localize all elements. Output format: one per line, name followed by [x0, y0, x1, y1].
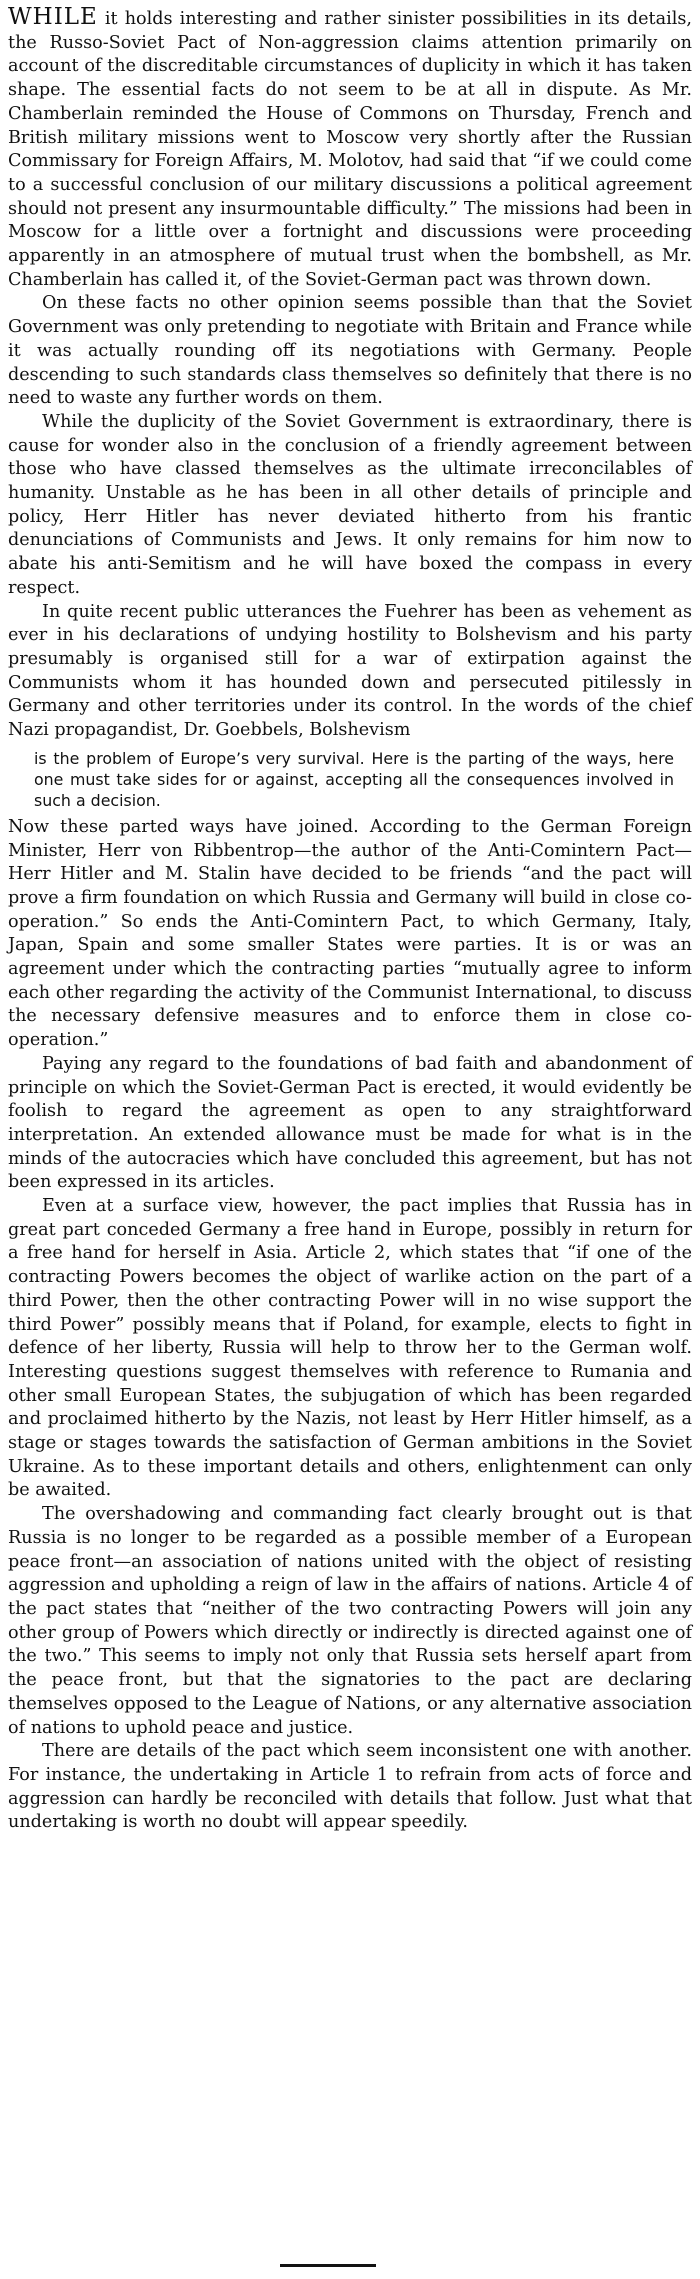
- paragraph-3: While the duplicity of the Soviet Government is extraordinary, there is cause for wonder also in the conclusion of a friendly agreement between those who have classed themselves as the ultimate irreconcilables of humanity. Unstable as he has been in all other details of principle and policy, Herr Hitler has never deviated hitherto from his frantic denunciations of Communists and Jews. It only remains for him now to abate his anti-Semitism and he will have boxed the compass in every respect.: [8, 411, 692, 598]
- paragraph-1-text: it holds interesting and rather sinister possibilities in its details, the Russo-Soviet Pact of Non-aggression claims attention primarily on account of the discreditable circumstances of duplicity in which it has taken shape. The essential facts do not seem to be at all in dispute. As Mr. Chamberlain reminded the House of Commons on Thursday, French and British military missions went to Moscow very shortly after the Russian Commissary for Foreign Affairs, M. Molotov, had said that “if we could come to a successful conclusion of our military discussions a political agreement should not present any insurmountable difficulty.” The missions had been in Moscow for a little over a fortnight and discussions were proceeding apparently in an atmosphere of mutual trust when the bombshell, as Mr. Chamberlain has called it, of the Soviet-German pact was thrown down.: [8, 9, 692, 290]
- paragraph-8: The overshadowing and commanding fact clearly brought out is that Russia is no longer to be regarded as a possible member of a European peace front—an association of nations united with the object of resisting aggression and upholding a reign of law in the affairs of nations. Article 4 of the pact states that “neither of the two contracting Powers will join any other group of Powers which directly or indirectly is directed against one of the two.” This seems to imply not only that Russia sets herself apart from the peace front, but that the signatories to the pact are declaring themselves opposed to the League of Nations, or any alternative association of nations to uphold peace and justice.: [8, 1504, 692, 1738]
- paragraph-5: Now these parted ways have joined. According to the German Foreign Minister, Herr von Ribbentrop—the author of the Anti-Comintern Pact—Herr Hitler and M. Stalin have decided to be friends “and the pact will prove a firm foundation on which Russia and Germany will build in close co-operation.” So ends the Anti-Comintern Pact, to which Germany, Italy, Japan, Spain and some smaller States were parties. It is or was an agreement under which the contracting parties “mutually agree to inform each other regarding the activity of the Communist International, to discuss the necessary defensive measures and to enforce them in close co-operation.”: [8, 816, 692, 1051]
- paragraph-7: Even at a surface view, however, the pact implies that Russia has in great part conceded Germany a free hand in Europe, possibly in return for a free hand for herself in Asia. Article 2, which states that “if one of the contracting Powers becomes the object of warlike action on the part of a third Power, then the other contracting Power will in no wise support the third Power” possibly means that if Poland, for example, elects to fight in defence of her liberty, Russia will help to throw her to the German wolf. Interesting questions suggest themselves with reference to Rumania and other small European States, the subjugation of which has been regarded and proclaimed hitherto by the Nazis, not least by Herr Hitler himself, as a stage or stages towards the satisfaction of German ambitions in the Soviet Ukraine. As to these important details and others, enlightenment can only be awaited.: [8, 1196, 692, 1501]
- drop-cap: WHILE: [8, 4, 98, 30]
- paragraph-4: In quite recent public utterances the Fuehrer has been as vehement as ever in his declarations of undying hostility to Bolshevism and his party presumably is organised still for a war of extirpation against the Communists whom it has hounded down and persecuted pitilessly in Germany and other territories under its control. In the words of the chief Nazi propagandist, Dr. Goebbels, Bolshevism: [8, 601, 692, 741]
- paragraph-1: [8, 6, 692, 292]
- goebbels-quote: is the problem of Europe’s very survival. Here is the parting of the ways, here one must take sides for or against, accepting all the consequences involved in such a decision.: [34, 748, 674, 810]
- end-rule-divider: [280, 2264, 376, 2267]
- paragraph-6: Paying any regard to the foundations of bad faith and abandonment of principle on which the Soviet-German Pact is erected, it would evidently be foolish to regard the agreement as open to any straightforward interpretation. An extended allowance must be made for what is in the minds of the autocracies which have concluded this agreement, but has not been expressed in its articles.: [8, 1053, 692, 1193]
- paragraph-2: On these facts no other opinion seems possible than that the Soviet Government was only pretending to negotiate with Britain and France while it was actually rounding off its negotiations with Germany. People descending to such standards class themselves so definitely that there is no need to waste any further words on them.: [8, 293, 692, 409]
- paragraph-9: There are details of the pact which seem inconsistent one with another. For instance, the undertaking in Article 1 to refrain from acts of force and aggression can hardly be reconciled with details that follow. Just what that undertaking is worth no doubt will appear speedily.: [8, 1741, 692, 1833]
